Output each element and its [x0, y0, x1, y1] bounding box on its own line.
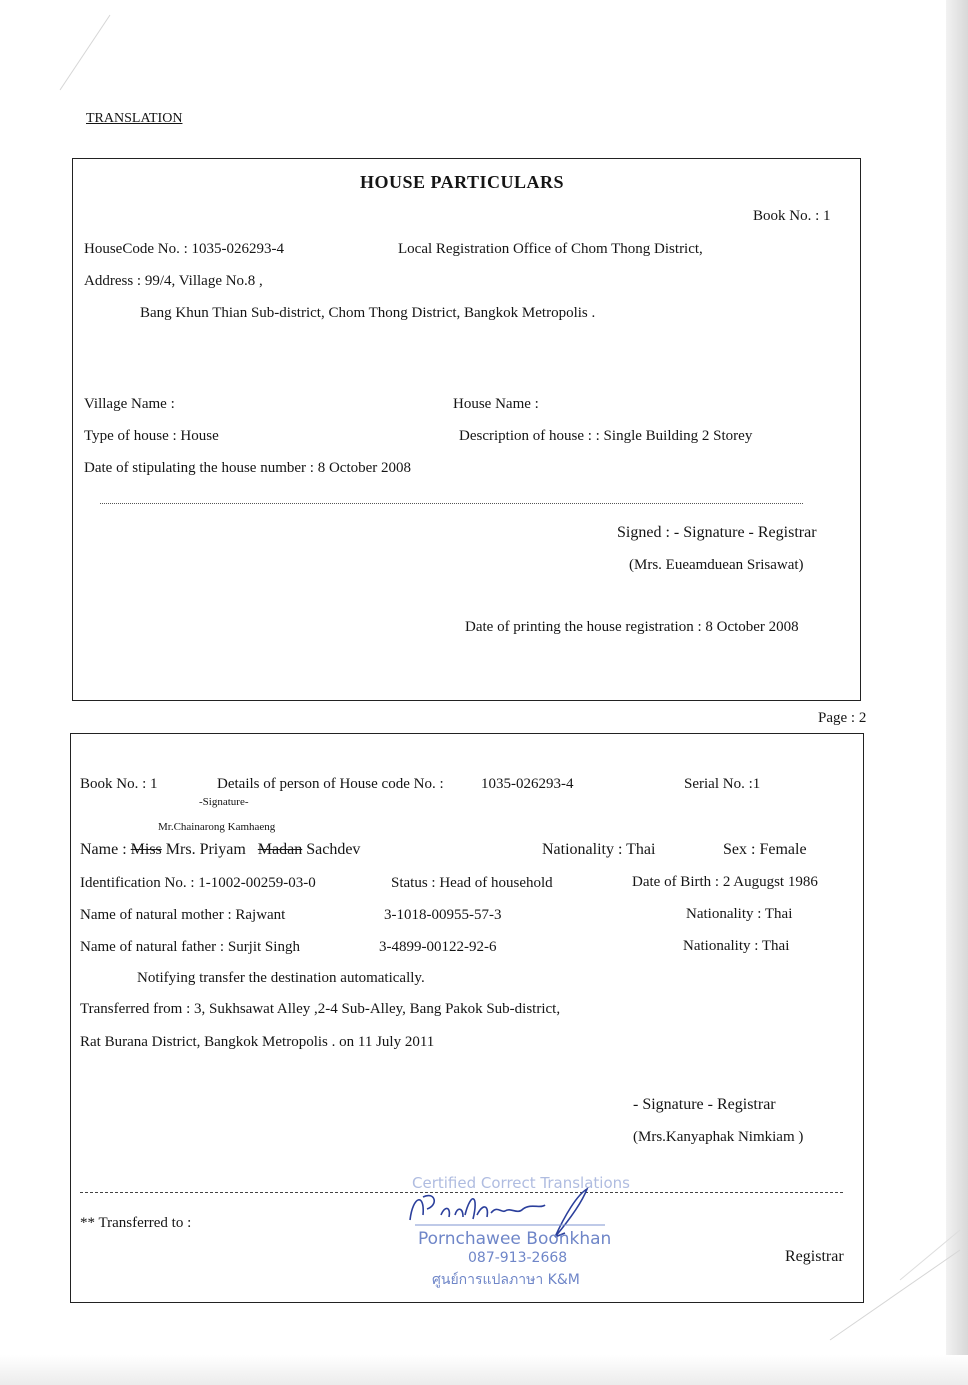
nationality-main: Nationality : Thai: [542, 841, 656, 858]
village-name: Village Name :: [84, 396, 175, 412]
name-struck-middle: Madan: [257, 841, 303, 858]
signed-registrar: Signed : - Signature - Registrar: [617, 524, 817, 541]
signer-name-1: (Mrs. Eueamduean Srisawat): [629, 557, 804, 573]
serial-no: Serial No. :1: [684, 776, 761, 792]
book-no-1: Book No. : 1: [753, 208, 831, 224]
sex: Sex : Female: [723, 841, 807, 858]
mother-name: Name of natural mother : Rajwant: [80, 907, 286, 923]
description-of-house: Description of house : : Single Building 2 Storey: [459, 428, 753, 444]
signature-person: Mr.Chainarong Kamhaeng: [158, 821, 276, 833]
dotted-separator: [100, 503, 803, 504]
house-code: HouseCode No. : 1035-026293-4: [84, 241, 284, 257]
registrar-label: Registrar: [785, 1248, 844, 1265]
transferred-from-2: Rat Burana District, Bangkok Metropolis . on 11 July 2011: [80, 1034, 435, 1050]
father-id: 3-4899-00122-92-6: [379, 939, 497, 955]
name-given: Mrs. Priyam: [165, 841, 246, 858]
stamp-thai-text: ศูนย์การแปลภาษา K&M: [432, 1272, 580, 1288]
mother-nationality: Nationality : Thai: [686, 906, 793, 922]
signature-note: -Signature-: [199, 796, 249, 808]
father-nationality: Nationality : Thai: [683, 938, 790, 954]
registration-office: Local Registration Office of Chom Thong District,: [398, 241, 703, 257]
name-struck-title: Miss: [130, 841, 162, 858]
status: Status : Head of household: [391, 875, 553, 891]
house-name: House Name :: [453, 396, 539, 412]
house-code-2: 1035-026293-4: [481, 776, 574, 792]
name-label: Name :: [80, 841, 127, 858]
date-stipulating: Date of stipulating the house number : 8 October 2008: [84, 460, 412, 476]
translation-label: TRANSLATION: [86, 111, 183, 126]
details-label: Details of person of House code No. :: [217, 776, 444, 792]
signer-name-2: (Mrs.Kanyaphak Nimkiam ): [633, 1129, 804, 1145]
notifying-transfer: Notifying transfer the destination automatically.: [137, 970, 425, 986]
page-number: Page : 2: [818, 710, 867, 726]
transferred-to: ** Transferred to :: [80, 1215, 192, 1231]
person-name: [80, 841, 360, 859]
stamp-name: Pornchawee Boonkhan: [418, 1229, 612, 1249]
address-line-1: Address : 99/4, Village No.8 ,: [84, 273, 263, 289]
house-particulars-title: HOUSE PARTICULARS: [360, 172, 565, 192]
type-of-house: Type of house : House: [84, 428, 219, 444]
address-line-2: Bang Khun Thian Sub-district, Chom Thong District, Bangkok Metropolis .: [140, 305, 596, 321]
stamp-certified-text: Certified Correct Translations: [412, 1174, 630, 1192]
stamp-phone: 087-913-2668: [468, 1250, 568, 1266]
date-of-birth: Date of Birth : 2 Augugst 1986: [632, 874, 818, 890]
signature-registrar-2: - Signature - Registrar: [633, 1096, 776, 1113]
name-last: Sachdev: [306, 841, 361, 858]
mother-id: 3-1018-00955-57-3: [384, 907, 502, 923]
father-name: Name of natural father : Surjit Singh: [80, 939, 300, 955]
book-no-2: Book No. : 1: [80, 776, 158, 792]
date-printing: Date of printing the house registration : 8 October 2008: [465, 619, 799, 635]
identification-no: Identification No. : 1-1002-00259-03-0: [80, 875, 316, 891]
transferred-from: Transferred from : 3, Sukhsawat Alley ,2-4 Sub-Alley, Bang Pakok Sub-district,: [80, 1001, 561, 1017]
